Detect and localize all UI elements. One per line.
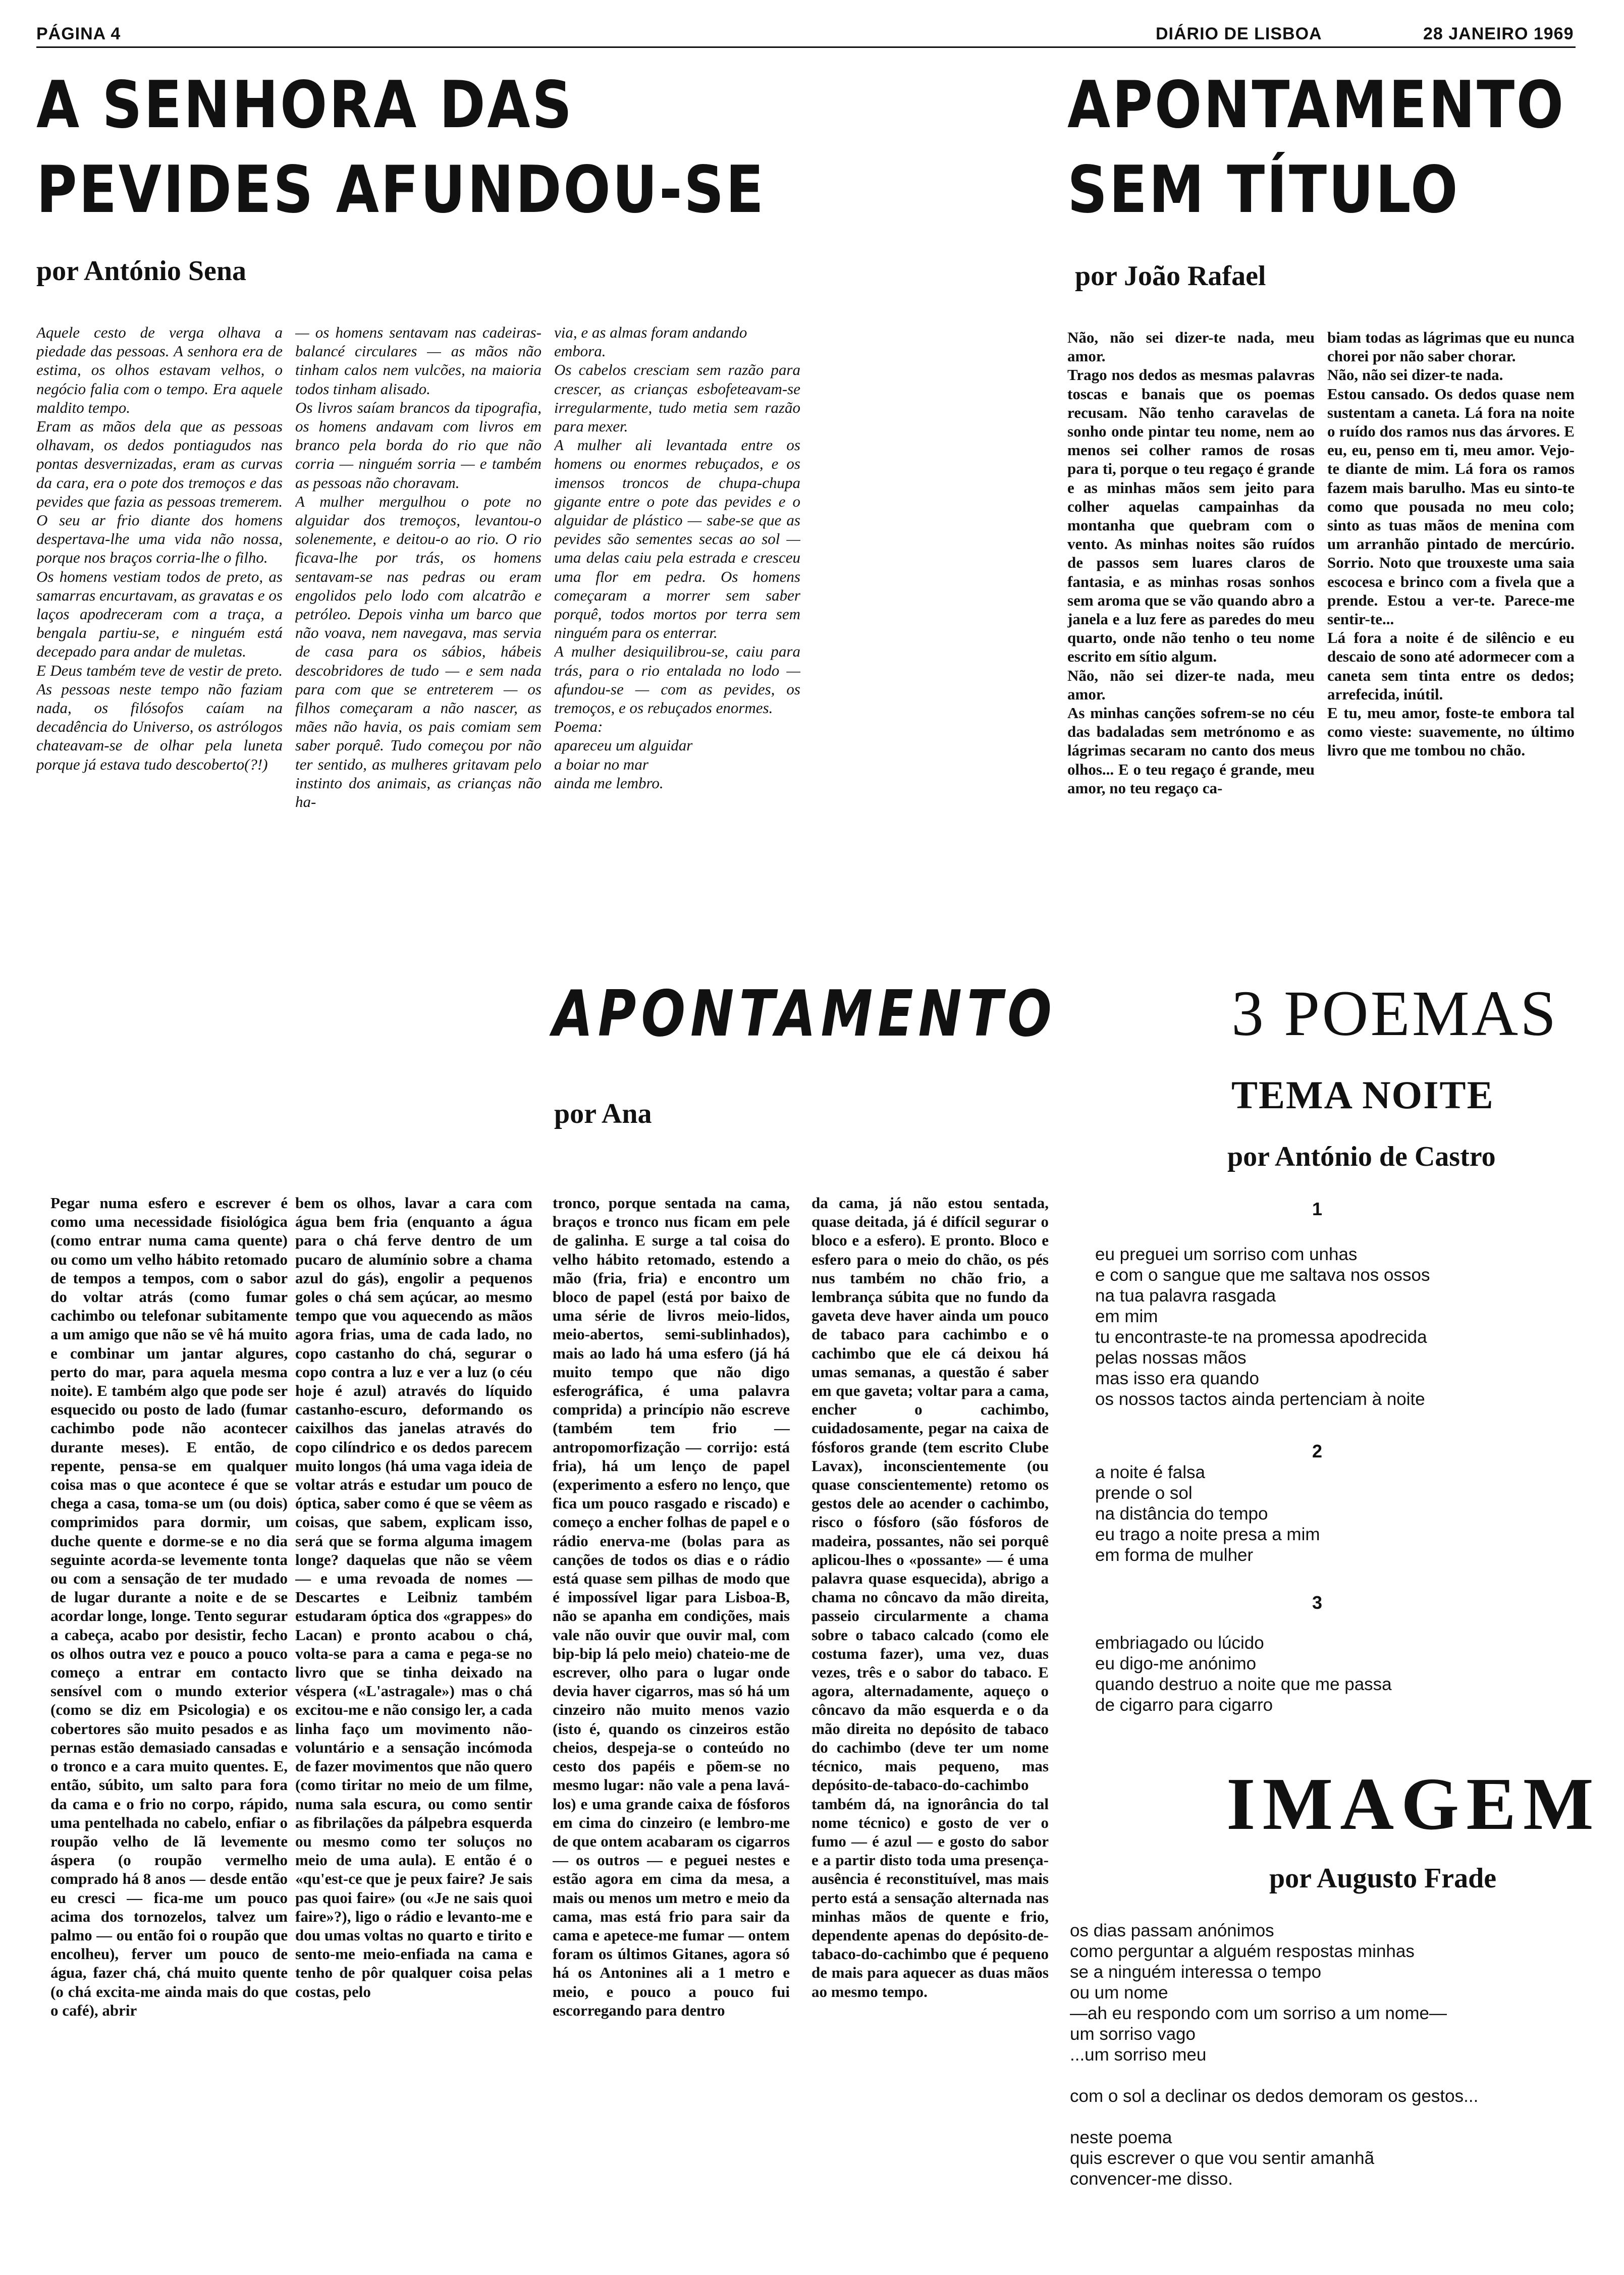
header-rule (36, 46, 1576, 48)
article-column: Não, não sei dizer-te nada, meu amor. Trago nos dedos as mesmas palavras toscas e banais que os poemas recusam. Não tenho caravelas de sonho onde pintar teu nome, nem ao menos sei colher ramos de rosas para ti, porque o teu regaço é grande e as minhas mãos sem jeito para colher aquelas campainhas da montanha que quebram com o vento. As minhas noites são ruídos de passos sem luares claros de fantasia, e as minhas rosas sonhos sem aroma que se vão quando abro a janela e a luz fere as paredes do meu quarto, onde não tenho o teu nome escrito em sítio algum. Não, não sei dizer-te nada, meu amor. As minhas canções sofrem-se no céu das badaladas sem metrónomo e as lágrimas secaram no canto dos meus olhos... E o teu regaço é grande, meu amor, no teu regaço ca- (1067, 329, 1315, 797)
article-byline: por Augusto Frade (1269, 1863, 1497, 1894)
article-column: Aquele cesto de verga olhava a piedade das pessoas. A senhora era de estima, os olhos estavam velhos, o negócio falia com o tempo. Era aquele maldito tempo. Eram as mãos dela que as pessoas olhavam, os dedos pontiagudos nas pontas desvernizadas, eram as curvas da cara, era o pote dos tremoços e das pevides que fazia as pessoas tremerem. O seu ar frio diante dos homens despertava-lhe uma vida não nossa, porque nos braços corria-lhe o filho. Os homens vestiam todos de preto, as samarras encurtavam, as gravatas e os laços apodreceram com a traça, a bengala partiu-se, e ninguém está decepado para andar de muletas. E Deus também teve de vestir de preto. As pessoas neste tempo não faziam nada, os filósofos caíam na decadência do Universo, os astrólogos chateavam-se de olhar pela luneta porque já estava tudo descoberto(?!) (36, 323, 283, 773)
article-title-line2: PEVIDES AFUNDOU-SE (36, 152, 766, 228)
page-number: PÁGINA 4 (36, 24, 121, 43)
article-column: da cama, já não estou sentada, quase deitada, já é difícil segurar o bloco e a esfero). E pronto. Bloco e esfero para o meio do chão, os pés nus também no chão frio, a lembrança súbita que no fundo da gaveta deve haver ainda um pouco de tabaco para cachimbo e o cachimbo que ele cá deixou há umas semanas, a questão é saber em que gaveta; voltar para a cama, encher o cachimbo, cuidadosamente, pegar na caixa de fósforos grande (tem escrito Clube Lavax), inconscientemente (ou quase conscientemente) retomo os gestos dele ao acender o cachimbo, risco o fósforo (são fósforos de madeira, possantes, não sei porquê aplicou-lhes o «possante» — é uma palavra quase esquecida), abrigo a chama no côncavo da mão direita, passeio circularmente a chama sobre o tabaco calcado (como ele costuma fazer), uma vez, duas vezes, três e o sabor do tabaco. E agora, alternadamente, aqueço o côncavo da mão esquerda e o da mão direita no depósito de tabaco do cachimbo (deve ter um nome técnico, mais pequeno, mas depósito-de-tabaco-do-cachimbo também dá, na ignorância do tal nome técnico) e gosto de ver o fumo — é azul — e gosto do sabor e a partir disto toda uma presença-ausência é reconstituível, mas mais perto está a sensação alternada nas minhas mãos de quente e frio, dependente apenas do depósito-de-tabaco-do-cachimbo que é pequeno de mais para aquecer as duas mãos ao mesmo tempo. (811, 1194, 1049, 2000)
poem-text: os dias passam anónimos como perguntar a alguém respostas minhas se a ninguém interessa o tempo ou um nome —ah eu respondo com um sorriso a um nome— um sorriso vago ...um sorriso meu com o sol a declinar os dedos demoram os gestos... neste poema quis escrever o que vou sentir amanhã convencer-me disso. (1070, 1921, 1479, 2189)
poem-number: 3 (1312, 1592, 1323, 1613)
article-byline: por Ana (554, 1098, 652, 1129)
poem-text: embriagado ou lúcido eu digo-me anónimo quando destruo a noite que me passa de cigarro para cigarro (1095, 1633, 1392, 1715)
article-title-line1: A SENHORA DAS (36, 68, 574, 143)
article-byline: por António Sena (36, 255, 246, 287)
article-title: APONTAMENTO (553, 977, 1057, 1051)
article-title-line1: APONTAMENTO (1067, 68, 1565, 143)
article-title: 3 POEMAS (1231, 978, 1558, 1049)
article-byline: por António de Castro (1227, 1141, 1496, 1172)
poem-text: eu preguei um sorriso com unhas e com o sangue que me saltava nos ossos na tua palavra rasgada em mim tu encontraste-te na promessa apodrecida pelas nossas mãos mas isso era quando os nossos tactos ainda pertenciam à noite (1095, 1244, 1430, 1409)
poem-text: a noite é falsa prende o sol na distância do tempo eu trago a noite presa a mim em forma de mulher (1095, 1462, 1320, 1565)
poem-number: 1 (1312, 1199, 1323, 1219)
article-column: Pegar numa esfero e escrever é como uma necessidade fisiológica (como entrar numa cama quente) ou como um velho hábito retomado de tempos a tempos, com o sabor do voltar atrás (como fumar cachimbo ou telefonar subitamente a um amigo que não se vê há muito e combinar um jantar algures, perto do mar, para aquela mesma noite). E também algo que pode ser esquecido ou posto de lado (fumar cachimbo pode não acontecer durante meses). E então, de repente, pensa-se em qualquer coisa mas o que acontece é que se chega a casa, toma-se um (ou dois) comprimidos para dormir, um duche quente e dorme-se e no dia seguinte acorda-se levemente tonta ou com a sensação de ter mudado de lugar durante a noite e de se acordar longe, longe. Tento segurar a cabeça, acabo por desistir, fecho os olhos outra vez e pouco a pouco começo a entrar em contacto sensível com o mundo exterior (como se diz em Psicologia) e os cobertores são muito pesados e as pernas estão demasiado cansadas e o tronco e a cara muito quentes. E, então, súbito, um salto para fora da cama e o frio no corpo, rápido, uma pentelhada no cabelo, enfiar o roupão velho de lã levemente áspera (o roupão vermelho comprado há 8 anos — desde então eu cresci — fica-me um pouco acima dos tornozelos, talvez um palmo — ou então foi o roupão que encolheu), ferver um pouco de água, fazer chá, chá muito quente (o chá excita-me ainda mais do que o café), abrir (50, 1194, 288, 2019)
article-column: tronco, porque sentada na cama, braços e tronco nus ficam em pele de galinha. E surge a tal coisa do velho hábito retomado, estendo a mão (fria, fria) e encontro um bloco de papel (está por baixo de uma série de livros meio-lidos, meio-abertos, semi-sublinhados), mais ao lado há uma esfero (já há muito tempo que não digo esferográfica, é uma palavra comprida) a princípio não escreve (também tem frio — antropomorfização — corrijo: está fria), há um lenço de papel (experimento a esfero no lenço, que fica um pouco rasgado e riscado) e começo a encher folhas de papel e o rádio enerva-me (bolas para as canções de todos os dias e o rádio está quase sem pilhas de modo que é impossível ligar para Lisboa-B, não se apanha em condições, mais vale não ouvir que ouvir mal, com bip-bip lá pelo meio) chateio-me de escrever, olho para o lugar onde devia haver cigarros, mas só há um cinzeiro não muito menos vazio (isto é, quando os cinzeiros estão cheios, despeja-se o conteúdo no cesto dos papéis e põem-se no mesmo lugar: não vale a pena lavá-los) e uma grande caixa de fósforos em cima do cinzeiro (e lembro-me de que ontem acabaram os cigarros — os outros — e peguei nestes e estão agora em cima da mesa, a mais ou menos um metro e meio da cama, mas está frio para sair da cama e apetece-me fumar — ontem foram os últimos Gitanes, agora só há os Antonines ali a 1 metro e meio, e pouco a pouco fui escorregando para dentro (553, 1194, 790, 2019)
issue-date: 28 JANEIRO 1969 (1423, 24, 1574, 43)
newspaper-name: DIÁRIO DE LISBOA (1156, 24, 1322, 43)
article-byline: por João Rafael (1075, 260, 1266, 292)
poem-number: 2 (1312, 1441, 1323, 1461)
article-title-line2: SEM TÍTULO (1067, 152, 1460, 228)
article-column: bem os olhos, lavar a cara com água bem fria (enquanto a água para o chá ferve dentro de um pucaro de alumínio sobre a chama azul do gás), engolir a pequenos goles o chá sem açúcar, ao mesmo tempo que vou aquecendo as mãos agora frias, uma de cada lado, no copo castanho do chá, segurar o copo contra a luz e ver a luz (o céu hoje é azul) através do líquido castanho-escuro, deformando os caixilhos das janelas através do copo cilíndrico e os dedos parecem muito longos (há uma vaga ideia de voltar atrás e estudar um pouco de óptica, saber como é que se vêem as coisas, que sabem, explicam isso, será que se forma alguma imagem longe? daquelas que não se vêem — e uma revoada de nomes — Descartes e Leibniz também estudaram óptica dos «grappes» do Lacan) e pronto acabou o chá, volta-se para a cama e pega-se no livro que se tinha deixado na véspera («L'astragale») mas o chá excitou-me e não consigo ler, a cada linha faço um movimento não-voluntário e a sensação incómoda de fazer movimentos que não quero (como tiritar no meio de um filme, numa sala escura, ou como sentir as fibrilações da pálpebra esquerda ou mesmo como ter soluços no meio de uma aula). E então é o «qu'est-ce que je peux faire? Je sais pas quoi faire» (ou «Je ne sais quoi faire»?), ligo o rádio e levanto-me e dou umas voltas no quarto e tirito e sento-me meio-enfiada na cama e tenho de pôr qualquer coisa pelas costas, pelo (295, 1194, 532, 2000)
article-column: — os homens sentavam nas cadeiras-balancé circulares — as mãos não tinham calos nem vulcões, na maioria todos tinham alisado. Os livros saíam brancos da tipografia, os homens andavam com livros em branco pela borda do rio que não corria — ninguém sorria — e também as pessoas não choravam. A mulher mergulhou o pote no alguidar dos tremoços, levantou-o solenemente, e deitou-o ao rio. O rio ficava-lhe por trás, os homens sentavam-se nas pedras ou eram engolidos pelo lodo com alcatrão e petróleo. Depois vinha um barco que não voava, nem navegava, mas servia de casa para os sábios, hábeis descobridores de tudo — e sem nada para com que se entreterem — os filhos começaram a não nascer, as mães não havia, os pais comiam sem saber porquê. Tudo começou por não ter sentido, as mulheres gritavam pelo instinto dos animais, as crianças não ha- (295, 323, 542, 811)
article-subtitle: TEMA NOITE (1231, 1073, 1494, 1117)
article-column: via, e as almas foram andando embora. Os cabelos cresciam sem razão para crescer, as crianças esbofeteavam-se irregularmente, tudo metia sem razão para mexer. A mulher ali levantada entre os homens ou enormes rebuçados, e os imensos troncos de chupa-chupa gigante entre o pote das pevides e o alguidar de plástico — sabe-se que as pevides são sementes secas ao sol — uma delas caiu pela estrada e cresceu uma flor em pedra. Os homens começaram a morrer sem saber porquê, todos mortos por terra sem ninguém para os enterrar. A mulher desiquilibrou-se, caiu para trás, para o rio entalada no lodo — afundou-se — com as pevides, os tremoços, e os rebuçados enormes. Poema: apareceu um alguidar a boiar no mar ainda me lembro. (554, 323, 800, 792)
article-column: biam todas as lágrimas que eu nunca chorei por não saber chorar. Não, não sei dizer-te nada. Estou cansado. Os dedos quase nem sustentam a caneta. Lá fora na noite o ruído dos ramos nus das árvores. E eu, eu, penso em ti, meu amor. Vejo-te diante de mim. Lá fora os ramos fazem mais barulho. Mas eu sinto-te como que pousada no meu colo; sinto as tuas mãos de menina com um arranhão pintado de mercúrio. Sorrio. Noto que trouxeste uma saia escocesa e brinco com a fivela que a prende. Estou a ver-te. Parece-me sentir-te... Lá fora a noite é de silêncio e eu descaio de sono até adormecer com a caneta sem tinta entre os dedos; arrefecida, inútil. E tu, meu amor, foste-te embora tal como vieste: suavemente, no último livro que me tombou no chão. (1327, 329, 1575, 760)
article-title: IMAGEM (1226, 1763, 1601, 1846)
